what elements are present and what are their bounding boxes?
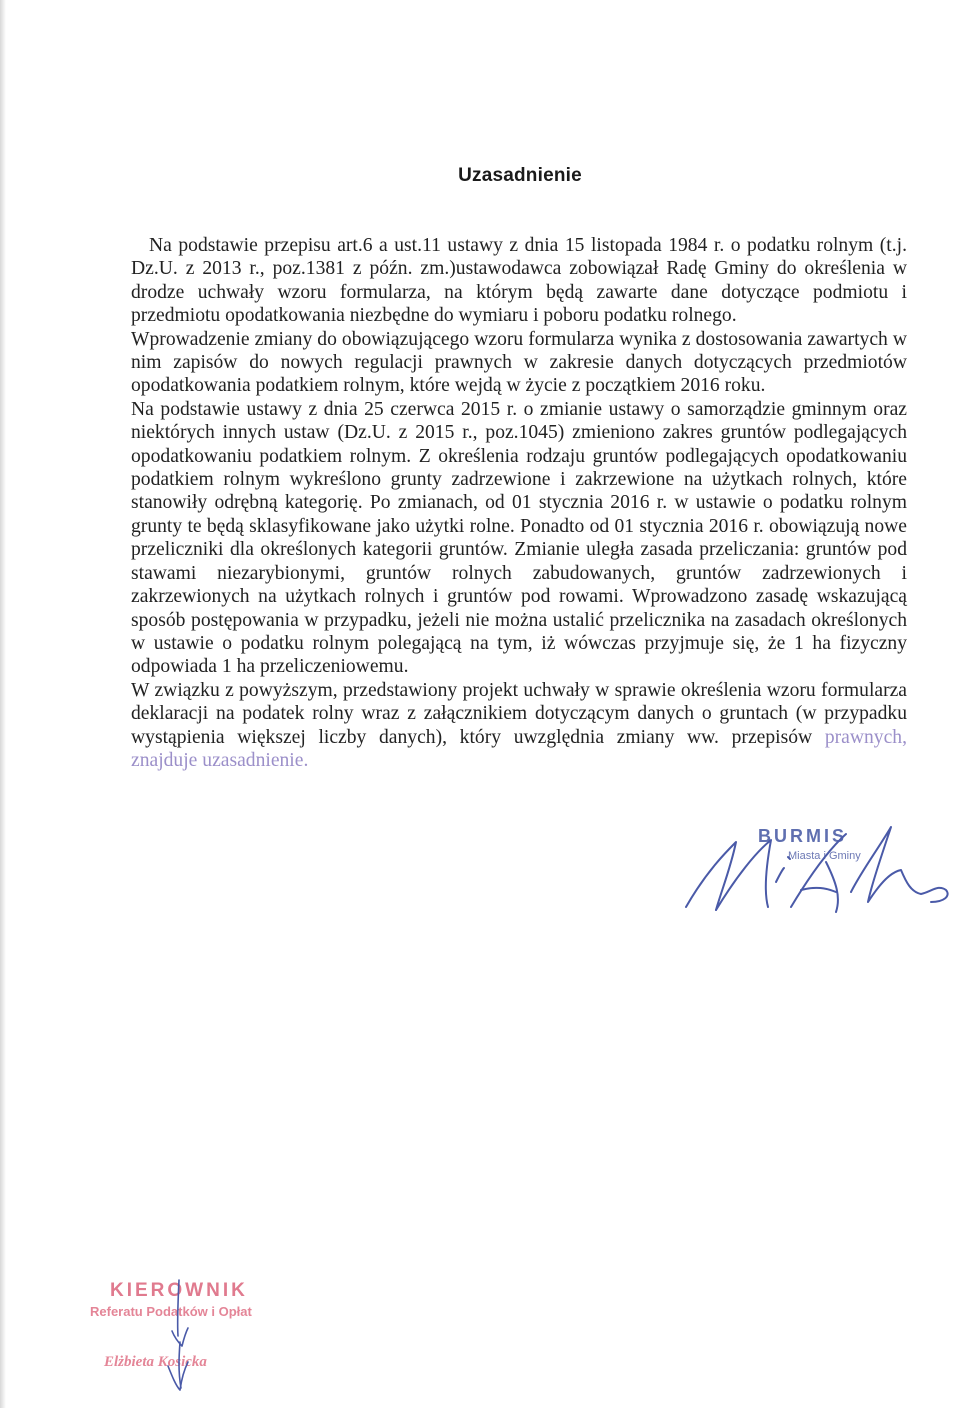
paragraph-4 — [131, 679, 907, 773]
mayor-signature — [676, 812, 960, 922]
stamp-line-title: KIEROWNIK — [110, 1280, 248, 1301]
document-body — [131, 234, 907, 772]
mayor-stamp-subtext: Miasta i Gminy — [788, 850, 861, 862]
paragraph-3: Na podstawie ustawy z dnia 25 czerwca 2015 r. o zmianie ustawy o samorządzie gminnym oraz niektórych innych ustaw (Dz.U. z 2015 r., poz.1045) zmieniono zakres gruntów podlegających opodatkowaniu podatkiem rolnym. Z określenia rodzaju gruntów podlegających opodatkowaniu podatkiem rolnym wykreślono grunty zadrzewione i zakrzewione na użytkach rolnych, które stanowiły odrębną kategorię. Po zmianach, od 01 stycznia 2016 r. w ustawie o podatku rolnym grunty te będą sklasyfikowane jako użytki rolne. Ponadto od 01 stycznia 2016 r. obowiązują nowe przeliczniki dla określonych kategorii gruntów. Zmianie uległa zasada przeliczania: gruntów pod stawami niezarybionymi, gruntów rolnych zabudowanych, gruntów zadrzewionych i zakrzewionych na użytkach rolnych i gruntów pod rowami. Wprowadzono zasadę wskazującą sposób postępowania w przypadku, jeżeli nie można ustalić przelicznika na zasadach określonych w ustawie o podatku rolnym polegającą na tym, iż wówczas przyjmuje się, że 1 ha fizyczny odpowiada 1 ha przeliczeniowemu. — [131, 398, 907, 678]
head-of-department-signature — [82, 1276, 282, 1396]
paragraph-1: Na podstawie przepisu art.6 a ust.11 ustawy z dnia 15 listopada 1984 r. o podatku rolnym (t.j. Dz.U. z 2013 r., poz.1381 z późn. zm.)ustawodawca zobowiązał Radę Gminy do określenia w drodze uchwały wzoru formularza, na którym będą zawarte dane dotyczące podmiotu i przedmiotu opodatkowania niezbędne do wymiaru i poboru podatku rolnego. — [131, 235, 907, 327]
page-edge — [0, 0, 6, 1408]
paragraph-2: Wprowadzenie zmiany do obowiązującego wzoru formularza wynika z dostosowania zawartych w nim zapisów do nowych regulacji prawnych w zakresie danych dotyczących przedmiotów opodatkowania podatkiem rolnym, które wejdą w życie z początkiem 2016 roku. — [131, 328, 907, 397]
stamp-line-name: Elżbieta Kosicka — [104, 1354, 207, 1370]
mayor-stamp-text: BURMIS — [758, 826, 847, 846]
stamp-line-department: Referatu Podatków i Opłat — [90, 1304, 252, 1319]
document-title: Uzasadnienie — [458, 165, 582, 186]
paragraph-4-main: W związku z powyższym, przedstawiony projekt uchwały w sprawie określenia wzoru formularza deklaracji na podatek rolny wraz z załącznikiem dotyczącym danych o gruntach (w przypadku wystąpienia większej liczby danych), który uwzględnia zmiany ww. przepisów — [131, 679, 907, 748]
paragraph-4-faded: prawnych, znajduje uzasadnienie. — [131, 726, 907, 771]
